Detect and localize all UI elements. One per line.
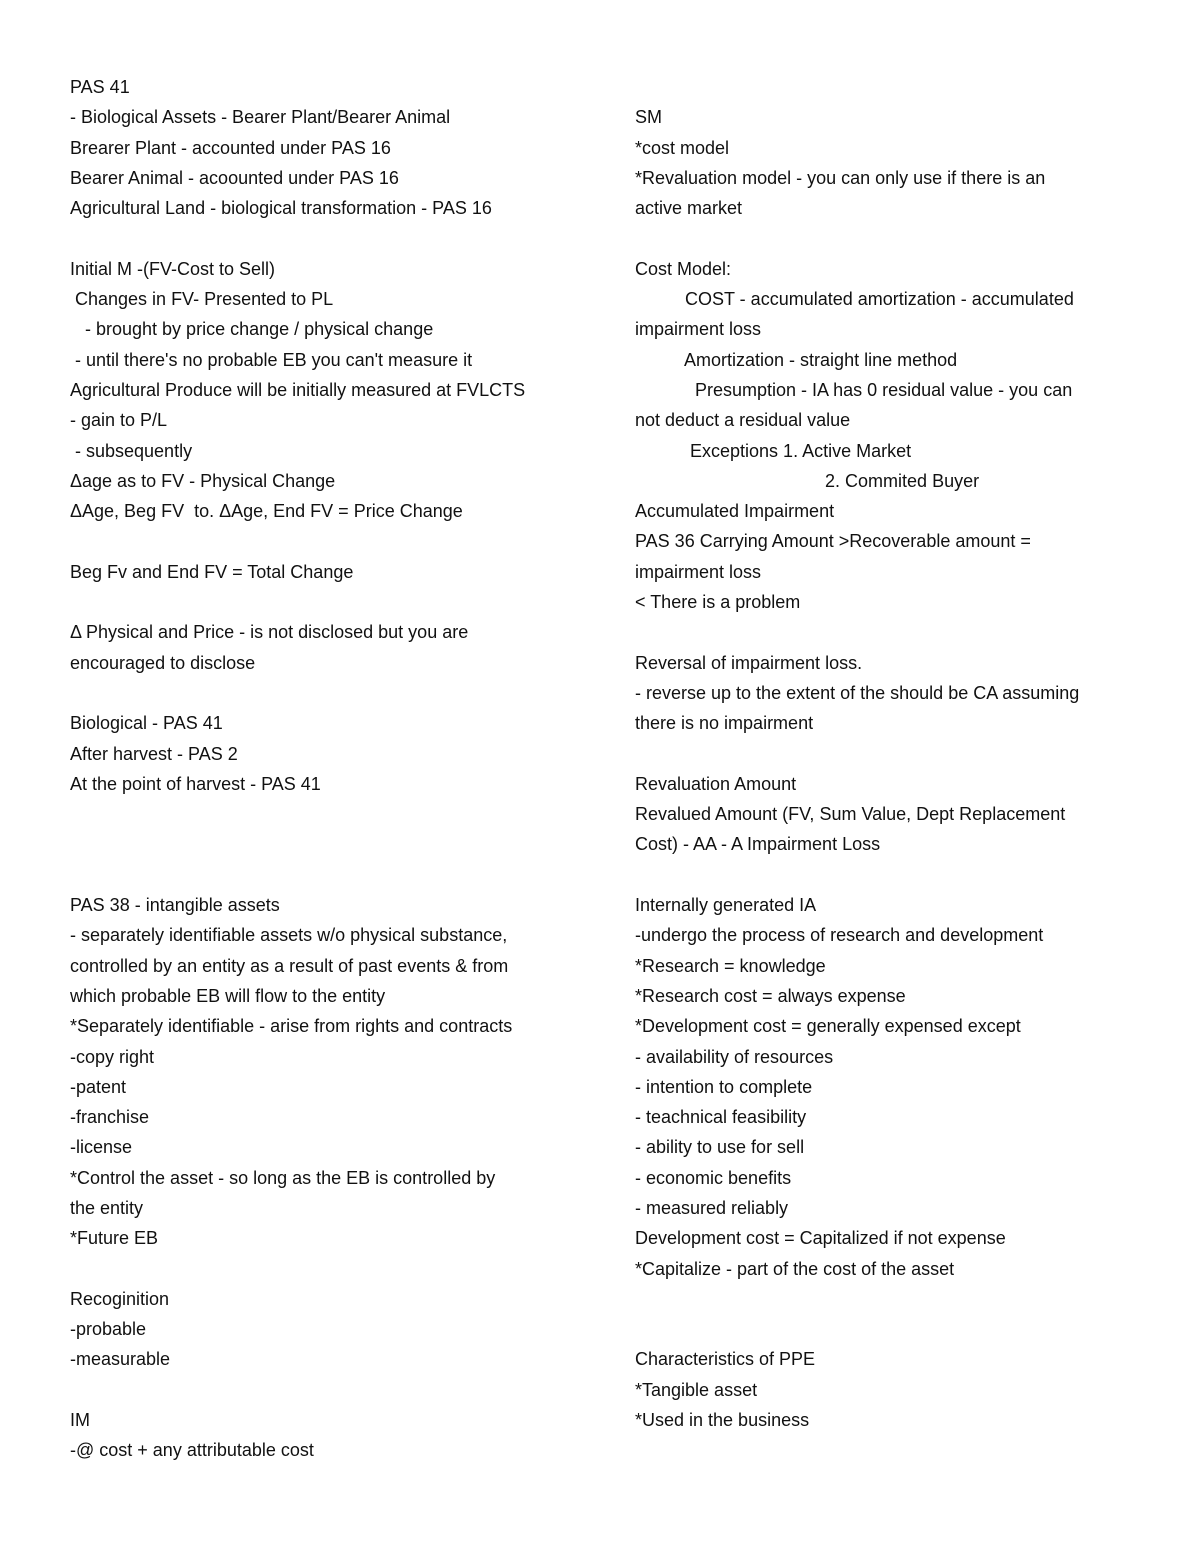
left-column-line: PAS 41 xyxy=(70,77,130,97)
right-column-line: COST - accumulated amortization - accumulated xyxy=(635,289,1074,310)
left-column-line: Bearer Animal - acoounted under PAS 16 xyxy=(70,167,399,188)
right-column-line: Cost) - AA - A Impairment Loss xyxy=(635,834,881,855)
left-column-line: - gain to P/L xyxy=(70,410,168,431)
left-column-line: Initial M -(FV-Cost to Sell) xyxy=(70,258,276,279)
right-column-line: *Development cost = generally expensed except xyxy=(635,1016,1021,1037)
right-column-line xyxy=(635,72,1145,102)
right-column-line: Presumption - IA has 0 residual value - you can xyxy=(635,379,1073,400)
right-column-line: - economic benefits xyxy=(635,1167,792,1188)
right-column-line: Internally generated IA xyxy=(635,895,817,916)
left-column-line: PAS 38 - intangible assets xyxy=(70,895,280,916)
left-column-line: *Separately identifiable - arise from rights and contracts xyxy=(70,1016,513,1037)
left-column-line: - Biological Assets - Bearer Plant/Bearer Animal xyxy=(70,107,451,128)
left-column-line: *Future EB xyxy=(70,1228,159,1249)
right-column xyxy=(635,72,1145,1435)
left-column-line: -franchise xyxy=(70,1107,150,1128)
left-column-line xyxy=(70,860,590,890)
right-column-line: SM xyxy=(635,107,662,128)
right-column-line: *Used in the business xyxy=(635,1410,810,1431)
left-column-line: IM xyxy=(70,1410,90,1431)
right-column-line: impairment loss xyxy=(635,561,762,582)
right-column-line xyxy=(635,617,1145,647)
left-column-line: After harvest - PAS 2 xyxy=(70,743,238,764)
left-column-line: Changes in FV- Presented to PL xyxy=(70,289,334,310)
left-column-line: Beg Fv and End FV = Total Change xyxy=(70,561,354,582)
right-column-line: *Research cost = always expense xyxy=(635,985,906,1006)
right-column-line: Reversal of impairment loss. xyxy=(635,652,863,673)
right-column-line: impairment loss xyxy=(635,319,762,340)
right-column-line: - intention to complete xyxy=(635,1076,813,1097)
right-column-line: *Capitalize - part of the cost of the asset xyxy=(635,1258,955,1279)
right-column-line: 2. Commited Buyer xyxy=(635,470,980,491)
right-column-line: - reverse up to the extent of the should be CA assuming xyxy=(635,682,1080,703)
right-column-line: - teachnical feasibility xyxy=(635,1107,807,1128)
left-column-line: the entity xyxy=(70,1197,144,1218)
right-column-line: Exceptions 1. Active Market xyxy=(635,440,912,461)
left-column-line: At the point of harvest - PAS 41 xyxy=(70,773,321,794)
left-column-line xyxy=(70,223,590,253)
right-column-line xyxy=(635,739,1145,769)
left-column-line xyxy=(70,1375,590,1405)
right-column-line: - measured reliably xyxy=(635,1197,789,1218)
right-column-line: - availability of resources xyxy=(635,1046,834,1067)
right-column-line: *cost model xyxy=(635,137,730,158)
left-column-line: Agricultural Land - biological transformation - PAS 16 xyxy=(70,198,492,219)
right-column-line: not deduct a residual value xyxy=(635,410,851,431)
right-column-line: active market xyxy=(635,198,743,219)
left-column-line: *Control the asset - so long as the EB is controlled by xyxy=(70,1167,496,1188)
left-column-line: - brought by price change / physical change xyxy=(70,319,434,340)
right-column-line: Revaluation Amount xyxy=(635,773,797,794)
left-column-line xyxy=(70,799,590,829)
right-column-line: Cost Model: xyxy=(635,258,732,279)
left-column-line xyxy=(70,1254,590,1284)
left-column-line: - separately identifiable assets w/o physical substance, xyxy=(70,925,508,946)
left-column-line: Brearer Plant - accounted under PAS 16 xyxy=(70,137,391,158)
right-column-line: - ability to use for sell xyxy=(635,1137,805,1158)
left-column-line: -measurable xyxy=(70,1349,171,1370)
left-column-line: Recoginition xyxy=(70,1288,170,1309)
left-column-line xyxy=(70,829,590,859)
left-column-line: Δage as to FV - Physical Change xyxy=(70,470,336,491)
left-column-line: encouraged to disclose xyxy=(70,652,256,673)
left-column-line: Biological - PAS 41 xyxy=(70,713,223,734)
left-column-line: -patent xyxy=(70,1076,127,1097)
left-column-line: -copy right xyxy=(70,1046,155,1067)
left-column-line: Δ Physical and Price - is not disclosed but you are xyxy=(70,622,469,643)
right-column-line: there is no impairment xyxy=(635,713,814,734)
right-column-line: < There is a problem xyxy=(635,592,801,613)
right-column-line: Development cost = Capitalized if not expense xyxy=(635,1228,1006,1249)
left-column-line: ΔAge, Beg FV to. ΔAge, End FV = Price Change xyxy=(70,501,463,522)
right-column-line: PAS 36 Carrying Amount >Recoverable amount = xyxy=(635,531,1031,552)
right-column-line: -undergo the process of research and development xyxy=(635,925,1044,946)
left-column-line xyxy=(70,526,590,556)
right-column-line: *Tangible asset xyxy=(635,1379,758,1400)
right-column-line: *Research = knowledge xyxy=(635,955,826,976)
right-column-line: Revalued Amount (FV, Sum Value, Dept Replacement xyxy=(635,804,1066,825)
left-column-line: -license xyxy=(70,1137,133,1158)
right-column-line: *Revaluation model - you can only use if there is an xyxy=(635,167,1046,188)
left-column-line: - subsequently xyxy=(70,440,193,461)
left-column-line: - until there's no probable EB you can't measure it xyxy=(70,349,473,370)
right-column-line: Accumulated Impairment xyxy=(635,501,835,522)
right-column-line xyxy=(635,860,1145,890)
right-column-line: Characteristics of PPE xyxy=(635,1349,816,1370)
right-column-line xyxy=(635,1284,1145,1314)
left-column-line: which probable EB will flow to the entity xyxy=(70,985,386,1006)
left-column-line: controlled by an entity as a result of past events & from xyxy=(70,955,509,976)
left-column-line xyxy=(70,678,590,708)
right-column-line: Amortization - straight line method xyxy=(635,349,958,370)
left-column-line: Agricultural Produce will be initially measured at FVLCTS xyxy=(70,379,526,400)
left-column-line: -probable xyxy=(70,1319,147,1340)
left-column-line xyxy=(70,587,590,617)
right-column-line xyxy=(635,223,1145,253)
left-column xyxy=(70,72,590,1466)
left-column-line: -@ cost + any attributable cost xyxy=(70,1440,314,1461)
right-column-line xyxy=(635,1314,1145,1344)
